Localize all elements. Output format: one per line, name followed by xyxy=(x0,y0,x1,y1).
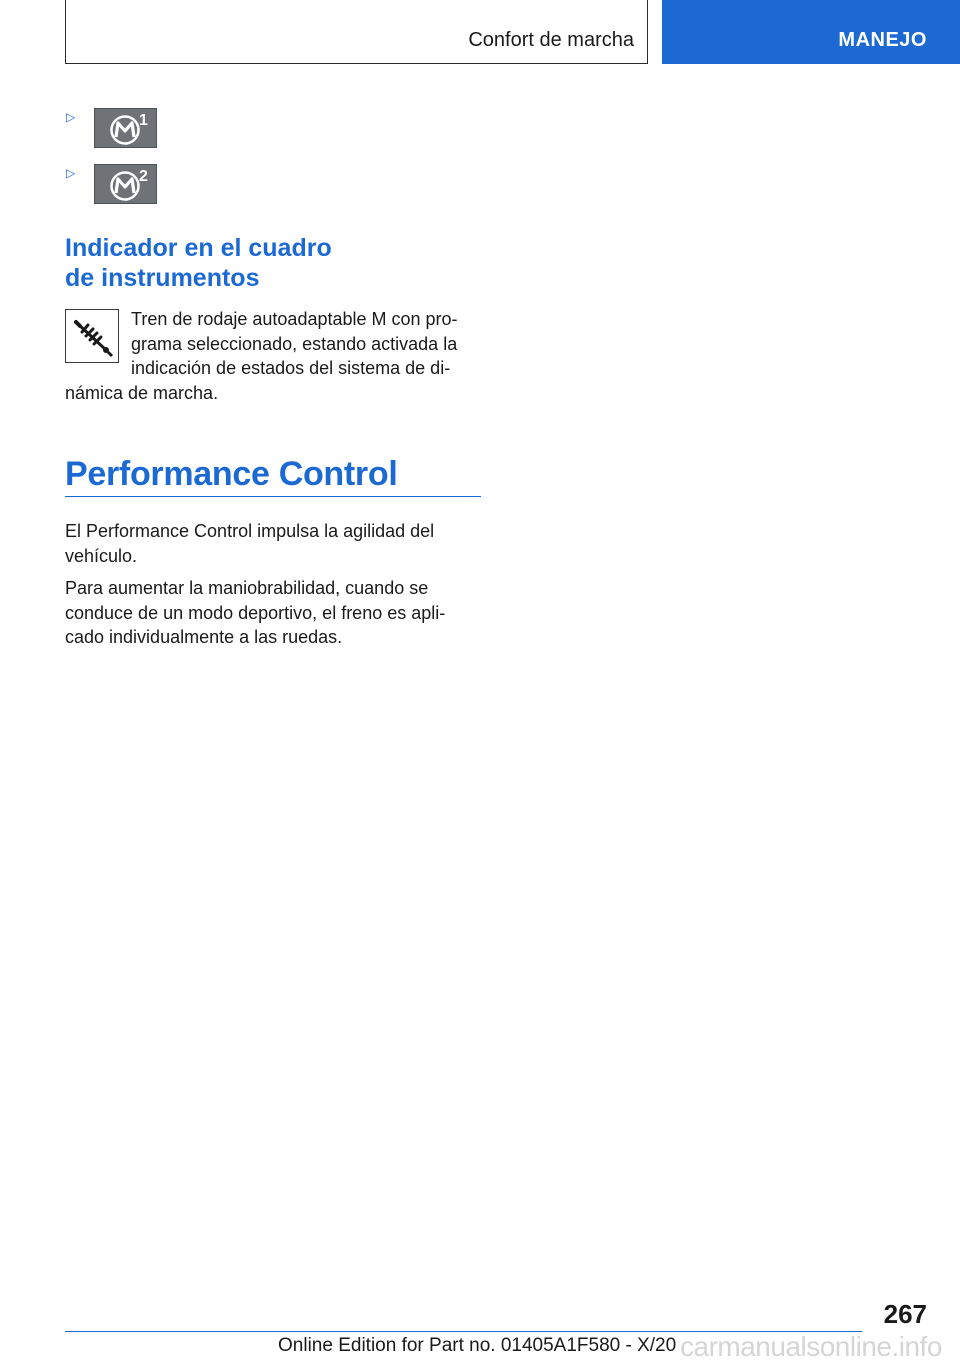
m2-mode-icon xyxy=(94,164,157,204)
indicator-heading-line: Indicador en el cuadro xyxy=(65,234,332,262)
chapter-tab-label: MANEJO xyxy=(838,29,927,51)
indicator-text-indented xyxy=(131,307,491,381)
adaptive-suspension-icon xyxy=(65,309,119,363)
text-line: indicación de estados del sistema de di‐ xyxy=(131,358,451,378)
text-line: námica de marcha. xyxy=(65,383,219,403)
text-line: vehículo. xyxy=(65,545,138,566)
watermark: carmanualsonline.info xyxy=(680,1331,942,1362)
text-line: Para aumentar la maniobrabilidad, cuando se xyxy=(65,578,429,598)
section-title-rule xyxy=(65,496,481,497)
m1-mode-icon xyxy=(94,108,157,148)
m2-superscript: 2 xyxy=(139,168,148,185)
text-line: grama seleccionado, estando activada la xyxy=(131,333,458,354)
m1-superscript: 1 xyxy=(139,112,148,129)
bullet-triangle: ▷ xyxy=(66,166,76,180)
page-number: 267 xyxy=(883,1299,927,1329)
text-line: conduce de un modo deportivo, el freno es apli‐ xyxy=(65,602,446,623)
footer-edition: Online Edition for Part no. 01405A1F580 - X/20 xyxy=(278,1335,677,1356)
section-title: Performance Control xyxy=(65,455,398,493)
indicator-heading-line: de instrumentos xyxy=(65,264,260,292)
performance-paragraph-2 xyxy=(65,576,485,650)
header-section-title: Confort de marcha xyxy=(468,29,634,51)
text-line: cado individualmente a las ruedas. xyxy=(65,627,343,647)
performance-paragraph-1 xyxy=(65,519,485,568)
indicator-heading xyxy=(65,233,485,293)
text-line: El Performance Control impulsa la agilidad del xyxy=(65,521,435,541)
bullet-triangle: ▷ xyxy=(66,110,76,124)
indicator-text-continued xyxy=(65,381,485,406)
text-line: Tren de rodaje autoadaptable M con pro‐ xyxy=(131,309,458,329)
chapter-tab[interactable] xyxy=(662,0,960,64)
